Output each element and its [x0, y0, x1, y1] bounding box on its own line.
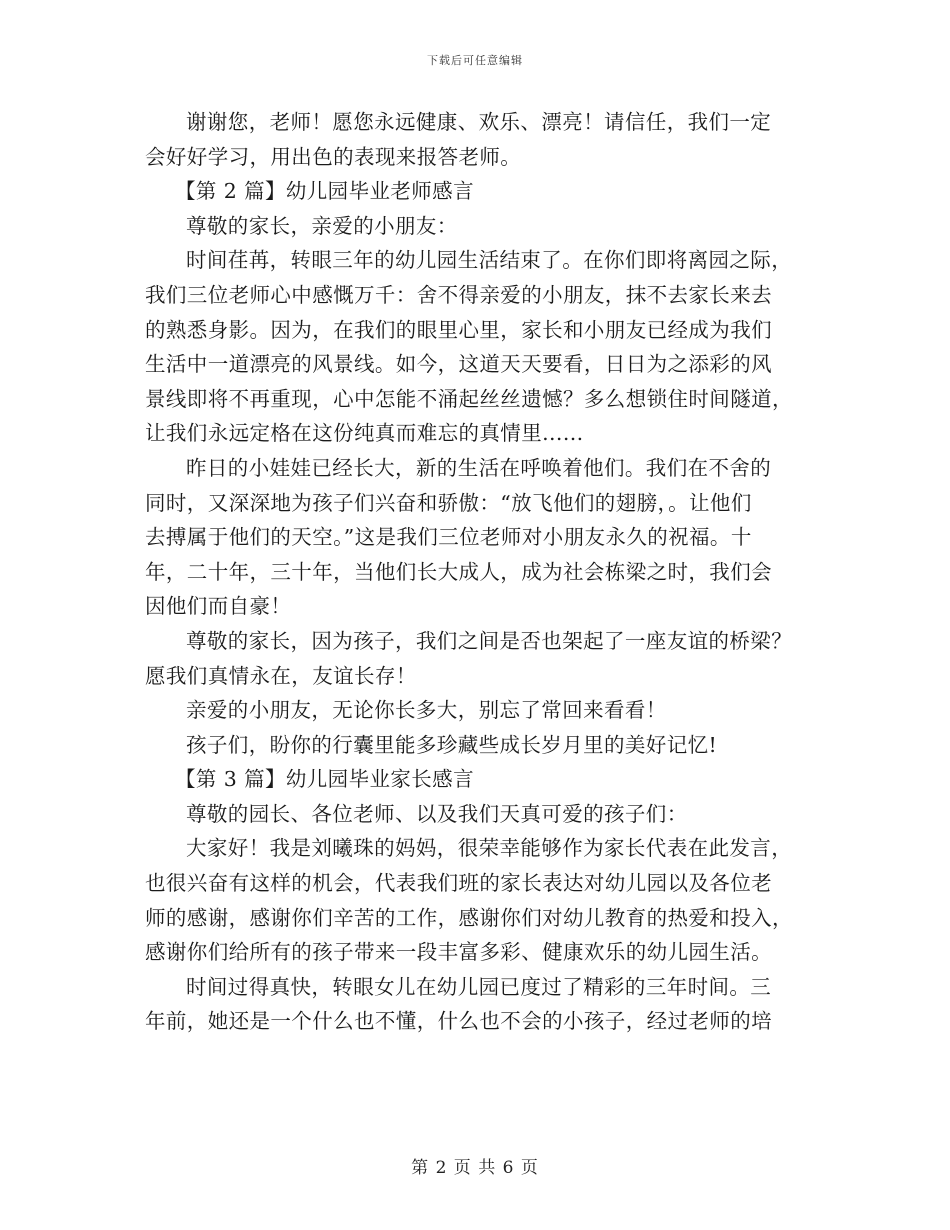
text-line: 时间过得真快，转眼女儿在幼儿园已度过了精彩的三年时间。三 — [186, 974, 772, 999]
text-line: 的熟悉身影。因为，在我们的眼里心里，家长和小朋友已经成为我们 — [145, 317, 772, 342]
text-line: 谢谢您，老师！愿您永远健康、欢乐、漂亮！请信任，我们一定 — [186, 110, 772, 134]
text-line: 我们三位老师心中感慨万千：舍不得亲爱的小朋友，抹不去家长来去 — [145, 282, 772, 307]
section-heading: 【第 3 篇】幼儿园毕业家长感言 — [175, 767, 474, 792]
text-line: 也很兴奋有这样的机会，代表我们班的家长表达对幼儿园以及各位老 — [145, 871, 772, 896]
text-line: 会好好学习，用出色的表现来报答老师。 — [145, 144, 522, 169]
section-heading: 【第 2 篇】幼儿园毕业老师感言 — [175, 179, 474, 204]
text-line: 亲爱的小朋友，无论你长多大，别忘了常回来看看！ — [186, 698, 667, 723]
document-body — [145, 105, 810, 1039]
text-line: 尊敬的园长、各位老师、以及我们天真可爱的孩子们： — [186, 801, 688, 826]
text-line: 同时，又深深地为孩子们兴奋和骄傲：“放飞他们的翅膀，。让他们 — [145, 490, 752, 515]
text-line: 师的感谢，感谢你们辛苦的工作，感谢你们对幼儿教育的热爱和投入， — [145, 905, 793, 930]
text-line: 时间荏苒，转眼三年的幼儿园生活结束了。在你们即将离园之际， — [186, 248, 793, 273]
text-line: 愿我们真情永在，友谊长存！ — [145, 663, 417, 688]
text-line: 去搏属于他们的天空。”这是我们三位老师对小朋友永久的祝福。十 — [145, 525, 752, 550]
text-line: 生活中一道漂亮的风景线。如今，这道天天要看，日日为之添彩的风 — [145, 352, 772, 377]
page-header: 下载后可任意编辑 — [427, 54, 523, 67]
text-line: 感谢你们给所有的孩子带来一段丰富多彩、健康欢乐的幼儿园生活。 — [145, 940, 772, 965]
text-line: 让我们永远定格在这份纯真而难忘的真情里...... — [145, 421, 584, 446]
text-line: 昨日的小娃娃已经长大，新的生活在呼唤着他们。我们在不舍的 — [186, 455, 772, 480]
text-line: 孩子们，盼你的行囊里能多珍藏些成长岁月里的美好记忆! — [186, 732, 718, 757]
text-line: 尊敬的家长，亲爱的小朋友： — [186, 213, 458, 238]
page-number: 第 2 页 共 6 页 — [411, 1158, 539, 1178]
text-line: 因他们而自豪！ — [145, 594, 292, 619]
text-line: 大家好！我是刘曦珠的妈妈，很荣幸能够作为家长代表在此发言， — [186, 836, 793, 861]
text-line: 尊敬的家长，因为孩子，我们之间是否也架起了一座友谊的桥梁？ — [186, 628, 793, 653]
text-line: 年前，她还是一个什么也不懂，什么也不会的小孩子，经过老师的培 — [145, 1009, 772, 1034]
text-line: 景线即将不再重现，心中怎能不涌起丝丝遗憾？多么想锁住时间隧道， — [145, 386, 793, 411]
text-line: 年，二十年，三十年，当他们长大成人，成为社会栋梁之时，我们会 — [145, 559, 772, 584]
